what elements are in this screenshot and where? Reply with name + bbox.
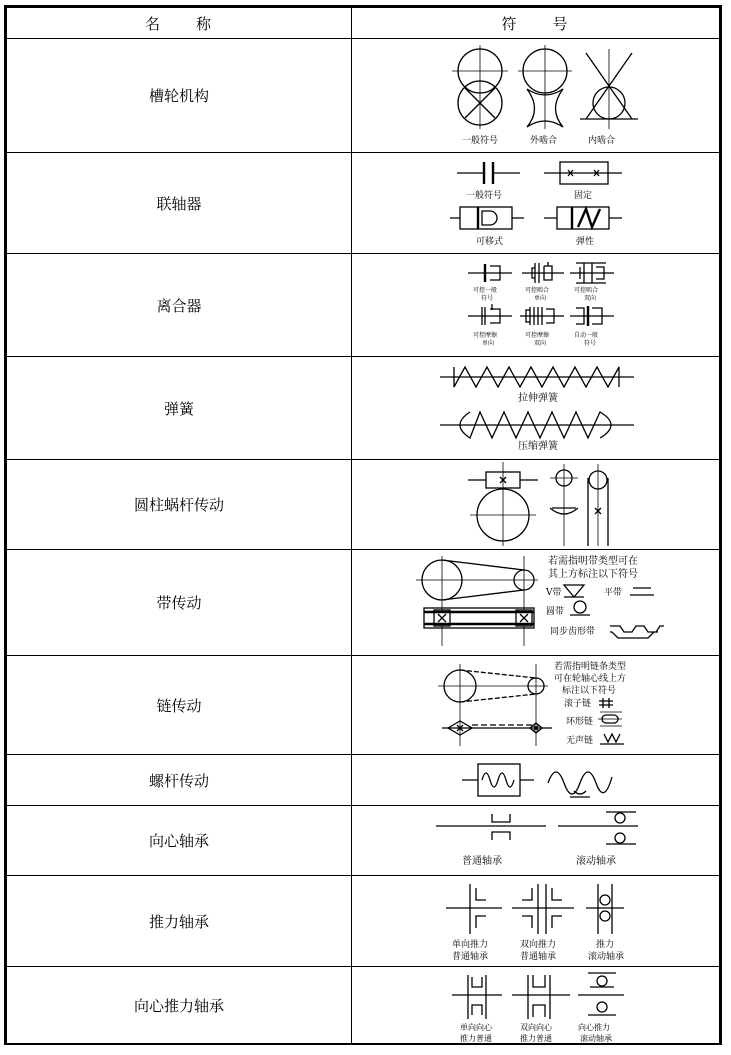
symbol-label: 一般符号	[466, 191, 503, 201]
symbol-label: 双向推力	[520, 940, 557, 950]
chain-note-line3: 标注以下符号	[562, 686, 617, 696]
row-name: 联轴器	[7, 153, 352, 254]
toothed-belt-icon	[610, 626, 664, 638]
belt-drive-top-view	[424, 608, 534, 628]
coupling-fixed-symbol	[544, 162, 622, 184]
clutch-friction-single	[468, 304, 512, 325]
symbol-label: 双向	[534, 340, 547, 347]
symbol-label: 滚动轴承	[580, 1034, 612, 1043]
round-belt-icon	[574, 601, 586, 613]
symbol-cell	[352, 967, 720, 1045]
header-row	[7, 8, 720, 39]
symbol-table-page	[4, 5, 722, 1045]
row-name: 槽轮机构	[7, 39, 352, 153]
symbol-label: 符号	[584, 340, 597, 347]
row-name: 链传动	[7, 656, 352, 755]
clutch-controllable-general	[468, 264, 512, 282]
symbol-label: 滚动轴承	[576, 856, 616, 867]
name-column-header: 名 称	[7, 8, 352, 39]
symbol-label: 双向向心	[520, 1023, 552, 1032]
compression-spring-symbol	[440, 412, 634, 438]
symbol-label: 单向向心	[460, 1023, 492, 1032]
worm-drive-side-view	[468, 462, 538, 546]
symbol-label: 单向推力	[452, 940, 489, 950]
radial-plain-bearing-symbol	[436, 814, 546, 840]
coupling-movable-symbol	[450, 207, 524, 229]
symbol-label: 可控一般	[473, 287, 498, 294]
chain-drive-symbols	[352, 656, 719, 754]
thrust-bearing-symbols	[352, 876, 719, 966]
radial-bearing-symbols	[352, 806, 719, 875]
table-row	[7, 39, 720, 153]
symbol-label: 外啮合	[530, 136, 558, 146]
clutch-controllable-mesh-single	[522, 262, 564, 283]
symbol-cell	[352, 153, 720, 254]
symbol-label: 双向	[584, 295, 597, 302]
symbol-cell	[352, 39, 720, 153]
mechanism-symbol-table	[6, 7, 720, 1045]
angular-contact-bearing-symbols	[352, 967, 719, 1044]
symbol-label: 可控摩擦	[525, 332, 550, 339]
belt-drive-symbols	[352, 550, 719, 655]
toothed-belt-label: 同步齿形带	[550, 627, 596, 637]
symbol-label: 内啮合	[588, 136, 616, 146]
screw-drive-symbols	[352, 755, 719, 805]
table-row	[7, 254, 720, 357]
angular-single-plain-symbol	[452, 975, 502, 1019]
row-name: 向心推力轴承	[7, 967, 352, 1045]
clutch-automatic-general	[570, 306, 614, 326]
v-belt-label: V带	[546, 588, 562, 598]
symbol-label: 滚动轴承	[588, 952, 625, 962]
symbol-label: 可控摩擦	[473, 332, 498, 339]
row-name: 圆柱蜗杆传动	[7, 460, 352, 550]
symbol-cell	[352, 357, 720, 460]
roller-chain-icon	[599, 698, 613, 708]
row-name: 向心轴承	[7, 806, 352, 876]
chain-note-line2: 可在轮轴心线上方	[554, 674, 627, 684]
roller-chain-label: 滚子链	[564, 699, 592, 709]
ring-chain-label: 环形链	[566, 717, 594, 727]
belt-note-line1: 若需指明带类型可在	[548, 556, 638, 567]
symbol-cell	[352, 460, 720, 550]
worm-drive-end-view	[550, 464, 608, 546]
table-row	[7, 967, 720, 1045]
symbol-cell	[352, 550, 720, 656]
row-name: 螺杆传动	[7, 755, 352, 806]
angular-double-plain-symbol	[512, 975, 570, 1019]
flat-belt-icon	[630, 588, 654, 595]
symbol-label: 弹性	[576, 237, 595, 247]
symbol-cell	[352, 876, 720, 967]
symbol-label: 单向	[482, 340, 495, 347]
silent-chain-label: 无声链	[566, 736, 594, 746]
symbol-label: 普通轴承	[462, 856, 502, 867]
symbol-label: 可控啮合	[525, 287, 550, 294]
symbol-label: 推力	[596, 940, 615, 950]
row-name: 带传动	[7, 550, 352, 656]
v-belt-icon	[564, 585, 584, 597]
clutch-friction-double	[520, 307, 564, 325]
belt-drive-front-view	[416, 556, 538, 646]
table-row	[7, 806, 720, 876]
symbol-label: 可控啮合	[574, 287, 599, 294]
thrust-single-plain-symbol	[446, 884, 502, 934]
round-belt-label: 圆带	[546, 607, 565, 617]
symbol-cell	[352, 806, 720, 876]
symbol-cell	[352, 656, 720, 755]
geneva-external-symbol	[518, 45, 572, 129]
symbol-label: 普通轴承	[520, 952, 557, 962]
spring-symbols	[352, 357, 719, 459]
screw-drive-box-symbol	[462, 764, 534, 796]
symbol-label: 可移式	[476, 237, 504, 247]
flat-belt-label: 平带	[604, 588, 623, 598]
coupling-elastic-symbol	[544, 207, 622, 229]
belt-note-line2: 其上方标注以下符号	[548, 569, 638, 580]
thrust-double-plain-symbol	[512, 884, 574, 934]
radial-rolling-bearing-symbol	[558, 812, 638, 844]
table-row	[7, 550, 720, 656]
coupling-general-symbol	[457, 162, 520, 184]
chain-drive-top-view	[442, 721, 552, 735]
symbol-column-header: 符 号	[352, 8, 720, 39]
geneva-internal-symbol	[580, 49, 638, 129]
thrust-rolling-symbol	[586, 884, 624, 934]
symbol-label: 一般符号	[462, 136, 499, 146]
symbol-cell	[352, 254, 720, 357]
symbol-label: 单向	[534, 295, 547, 302]
symbol-label: 推力普通	[460, 1034, 492, 1043]
tension-spring-symbol	[440, 367, 634, 387]
clutch-symbols	[352, 254, 719, 356]
table-row	[7, 153, 720, 254]
geneva-general-symbol	[452, 45, 508, 129]
coupling-symbols	[352, 153, 719, 253]
row-name: 弹簧	[7, 357, 352, 460]
symbol-label: 压缩弹簧	[518, 441, 558, 452]
geneva-mechanism-symbols	[352, 39, 719, 152]
chain-note-line1: 若需指明链条类型	[554, 662, 627, 672]
row-name: 推力轴承	[7, 876, 352, 967]
screw-drive-wave-symbol	[548, 772, 612, 797]
symbol-cell	[352, 755, 720, 806]
symbol-label: 拉伸弹簧	[518, 393, 558, 404]
worm-drive-symbols	[352, 460, 719, 549]
table-row	[7, 357, 720, 460]
symbol-label: 符号	[481, 295, 494, 302]
chain-drive-front-view	[438, 664, 548, 746]
symbol-label: 自动一般	[574, 332, 599, 339]
clutch-controllable-mesh-double	[570, 263, 614, 283]
table-row	[7, 460, 720, 550]
row-name: 离合器	[7, 254, 352, 357]
symbol-label: 向心推力	[578, 1023, 610, 1032]
silent-chain-icon	[600, 734, 624, 744]
symbol-label: 推力普通	[520, 1034, 552, 1043]
table-row	[7, 656, 720, 755]
table-row	[7, 876, 720, 967]
symbol-label: 普通轴承	[452, 952, 489, 962]
table-row	[7, 755, 720, 806]
angular-rolling-symbol	[578, 973, 624, 1015]
symbol-label: 固定	[574, 191, 593, 201]
